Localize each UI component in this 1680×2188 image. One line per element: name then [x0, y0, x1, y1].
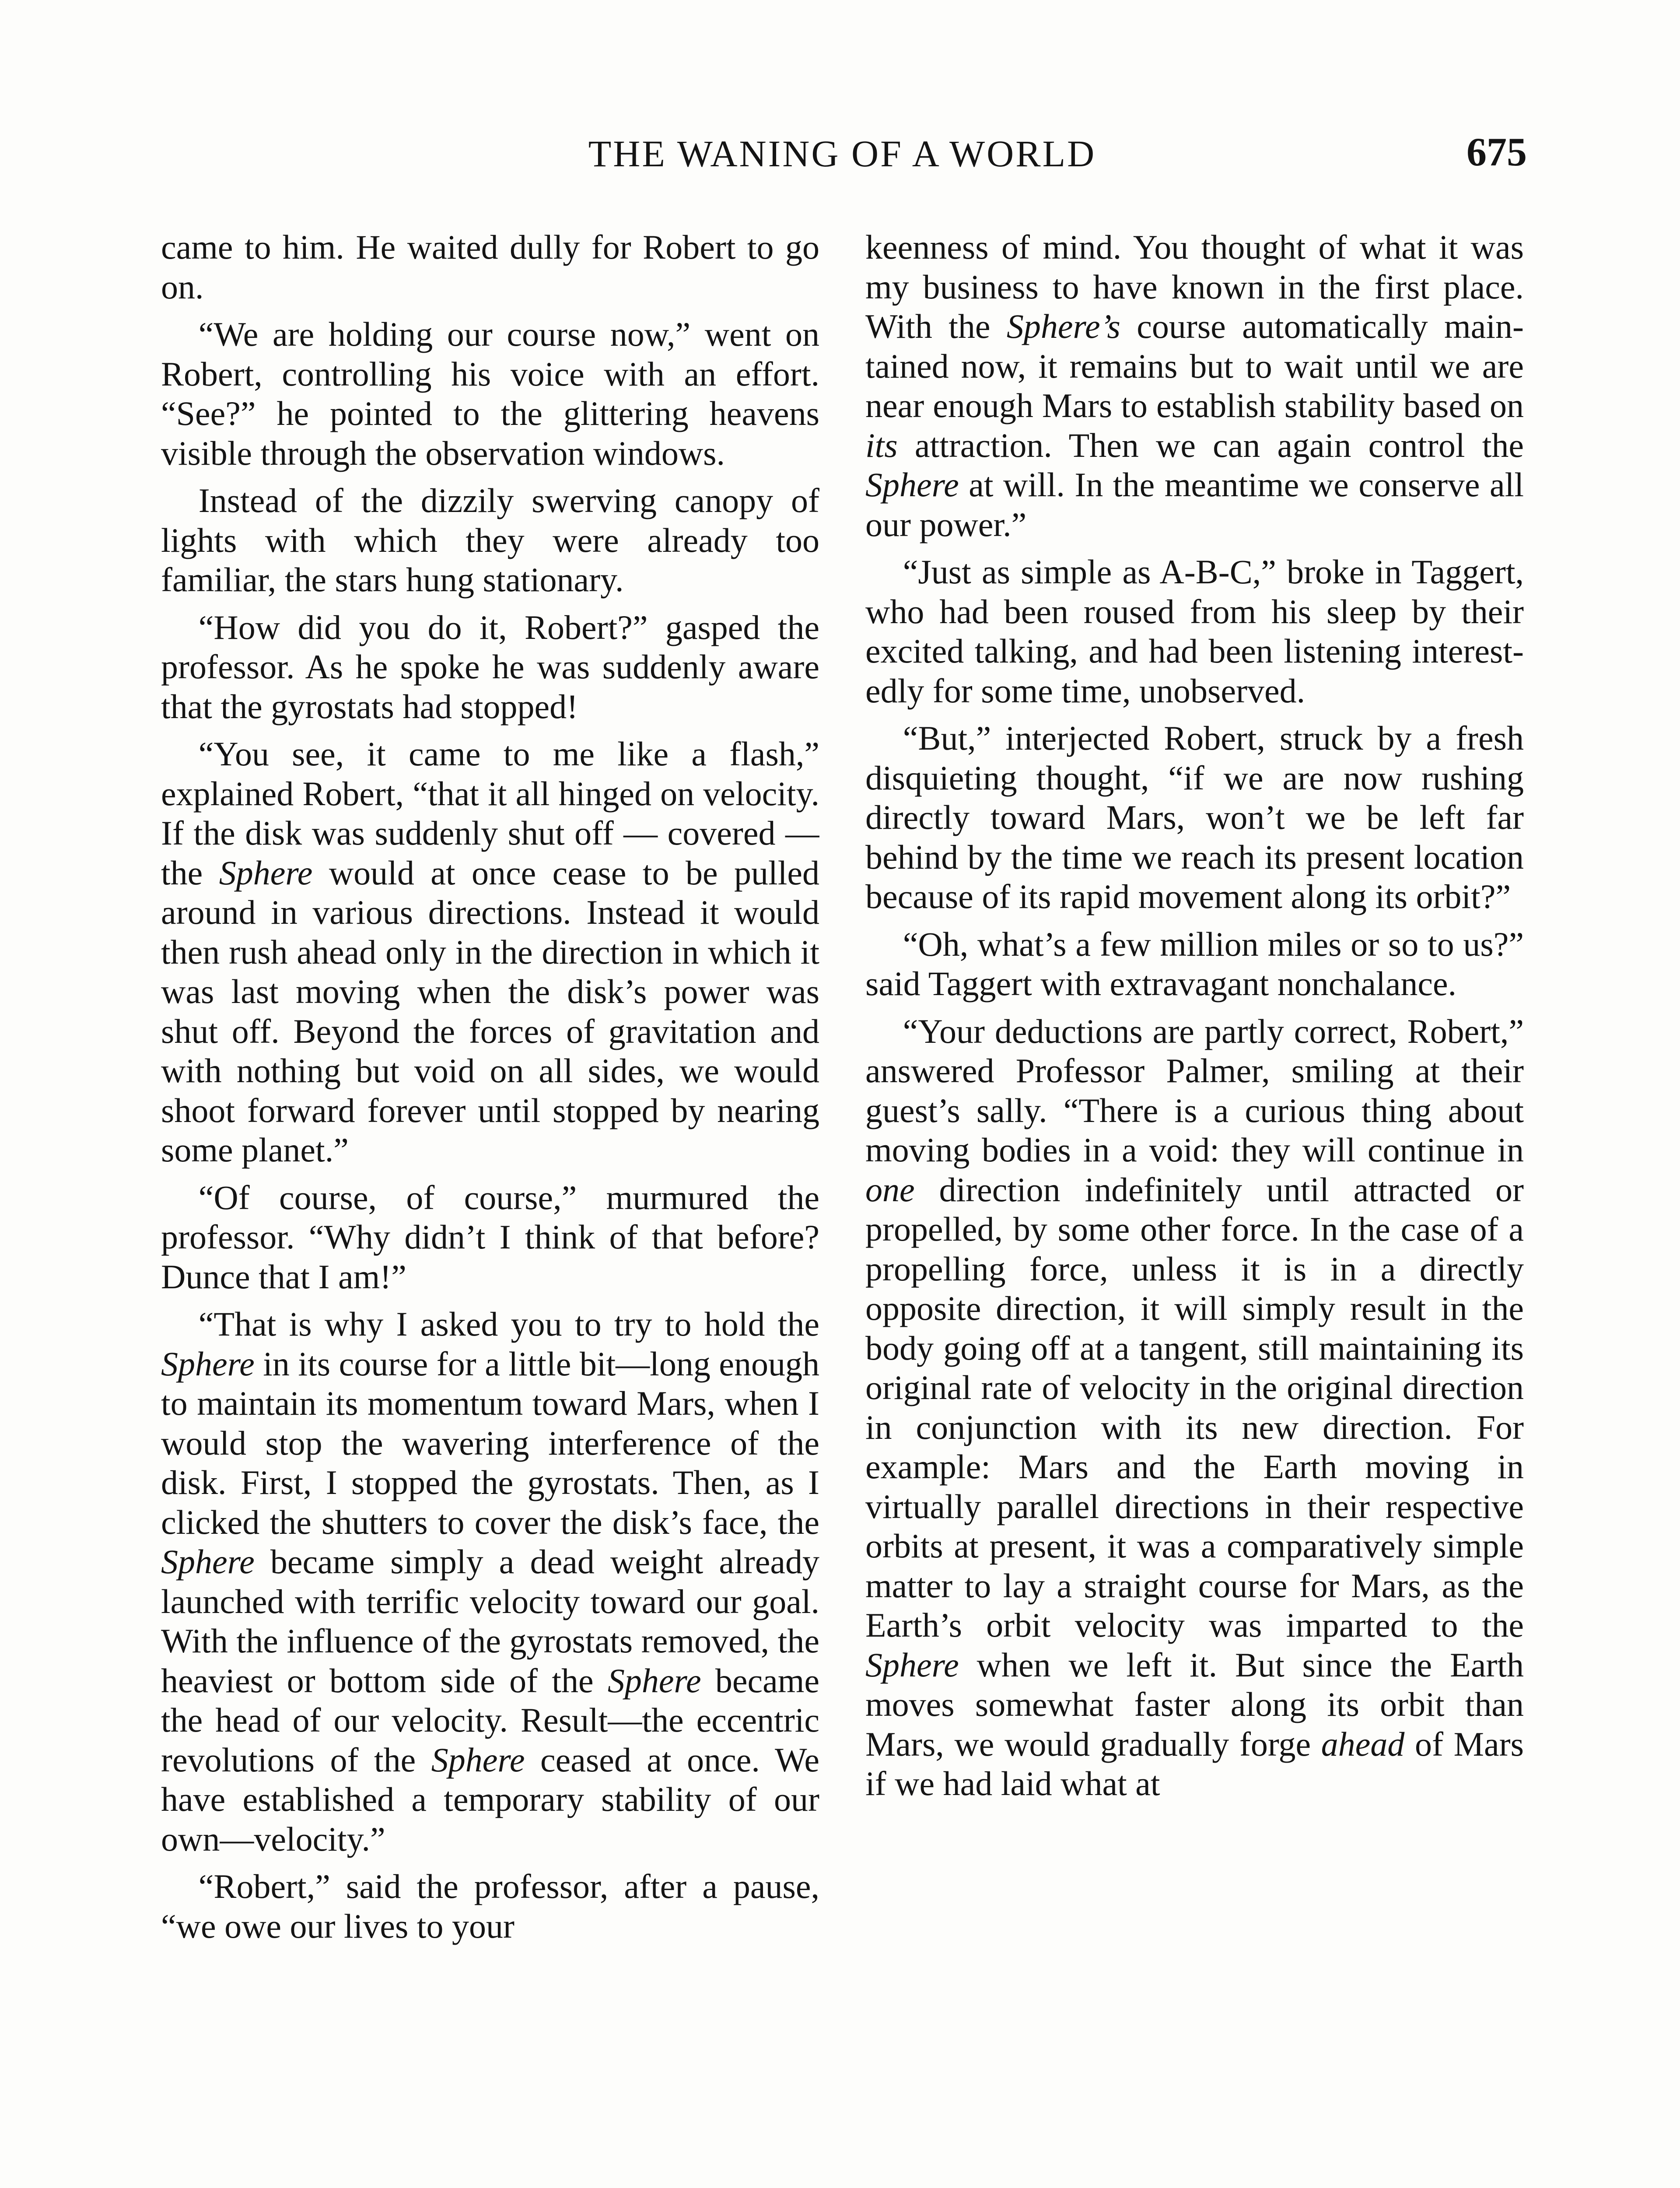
italic-run: Sphere	[865, 466, 959, 504]
text-run: “Of course, of course,” murmured the professor. “Why didn’t I think of that before? Dunce that I am!”	[161, 1178, 819, 1296]
italic-run: Sphere	[219, 853, 313, 892]
text-run: Instead of the dizzily swerving canopy of lights with which they were already too familiar, the stars hung stationary.	[161, 481, 819, 599]
running-title: THE WANING OF A WORLD	[588, 133, 1096, 175]
paragraph	[161, 1178, 819, 1297]
paragraph	[161, 734, 819, 1170]
italic-run: Sphere	[865, 1645, 959, 1684]
paragraph	[865, 719, 1524, 917]
paragraph	[865, 228, 1524, 544]
italic-run: ahead	[1321, 1725, 1405, 1763]
paragraph	[161, 228, 819, 307]
text-run: “That is why I asked you to try to hold the	[198, 1305, 819, 1343]
text-run: direction indefinitely until attracted or propelled, by some other force. In the case of a propelling force, unless it is in a directly opposite direction, it will simply result in the body going off at a tangent, still maintaining its original rate of velocity in the original direction in conjunction with its new direction. For example: Mars and the Earth moving in virtually parallel directions in their respective orbits at present, it was a comparatively simple matter to lay a straight course for Mars, as the Earth’s orbit velocity was imparted to the	[865, 1170, 1524, 1644]
text-run: “Just as simple as A-B-C,” broke in Taggert, who had been roused from his sleep by their excited talking, and had been listening interestedly for some time, unobserved.	[865, 553, 1524, 710]
text-run: in its course for a little bit—long enough to maintain its momentum toward Mars, when I would stop the wavering interference of the disk. First, I stopped the gyrostats. Then, as I clicked the shutters to cover the disk’s face, the	[161, 1344, 819, 1541]
text-run: would at once cease to be pulled around in various directions. Instead it would then rush ahead only in the direction in which it was last moving when the disk’s power was shut off. Beyond the forces of gravitation and with nothing but void on all sides, we would shoot forward forever until stopped by nearing some planet.”	[161, 853, 819, 1169]
paragraph	[161, 1304, 819, 1859]
italic-run: Sphere	[161, 1543, 255, 1581]
text-run: “Your deductions are partly correct, Robert,” answered Professor Palmer, smiling at their guest’s sally. “There is a curious thing about moving bodies in a void: they will continue in	[865, 1012, 1524, 1169]
text-run: became the head of our velocity. Result—the eccentric revolutions of the	[161, 1661, 819, 1779]
paragraph	[161, 1867, 819, 1946]
text-column-right	[865, 228, 1524, 2188]
text-run: came to him. He waited dully for Robert to go on.	[161, 228, 819, 306]
text-run: became simply a dead weight already launched with terrific velocity toward our goal. With the influence of the gyrostats removed, the heaviest or bottom side of the	[161, 1543, 819, 1700]
page-number: 675	[1466, 130, 1527, 174]
paragraph	[161, 481, 819, 600]
paragraph	[865, 925, 1524, 1004]
text-run: when we left it. But since the Earth moves somewhat faster along its orbit than Mars, we would gradually forge	[865, 1645, 1524, 1763]
page-header	[158, 131, 1527, 193]
text-run: attraction. Then we can again control the	[897, 426, 1524, 464]
text-run: ceased at once. We have established a temporary stability of our own—velocity.”	[161, 1740, 819, 1858]
italic-run: one	[865, 1170, 915, 1209]
italic-run: its	[865, 426, 898, 464]
italic-run: Sphere	[431, 1740, 525, 1779]
text-run: “You see, it came to me like a flash,” explained Robert, “that it all hinged on velocity. If the disk was suddenly shut off — covered — the	[161, 735, 819, 892]
text-run: keenness of mind. You thought of what it was my business to have known in the first place. With the	[865, 228, 1524, 345]
italic-run: Sphere	[607, 1661, 701, 1700]
text-run: of Mars if we had laid what at	[865, 1725, 1524, 1802]
text-run: course automatically maintained now, it remains but to wait until we are near enough Mars to establish stability based on	[865, 307, 1524, 424]
italic-run: Sphere’s	[1006, 307, 1120, 345]
paragraph	[865, 552, 1524, 711]
paragraph	[161, 315, 819, 473]
text-run: “We are holding our course now,” went on Robert, controlling his voice with an effort. “See?” he pointed to the glittering heavens visible through the observation windows.	[161, 315, 819, 472]
text-run: “Oh, what’s a few million miles or so to us?” said Taggert with extravagant nonchalance.	[865, 925, 1524, 1003]
text-run: “Robert,” said the professor, after a pause, “we owe our lives to your	[161, 1867, 819, 1945]
text-run: “How did you do it, Robert?” gasped the professor. As he spoke he was suddenly aware that the gyrostats had stopped!	[161, 608, 819, 726]
text-run: at will. In the meantime we conserve all our power.”	[865, 466, 1524, 543]
paragraph	[865, 1012, 1524, 1804]
text-run: “But,” interjected Robert, struck by a fresh disquieting thought, “if we are now rushing directly toward Mars, won’t we be left far behind by the time we reach its present location because of its rapid movement along its orbit?”	[865, 719, 1524, 915]
italic-run: Sphere	[161, 1344, 255, 1383]
paragraph	[161, 608, 819, 727]
text-column-left	[161, 228, 819, 2188]
